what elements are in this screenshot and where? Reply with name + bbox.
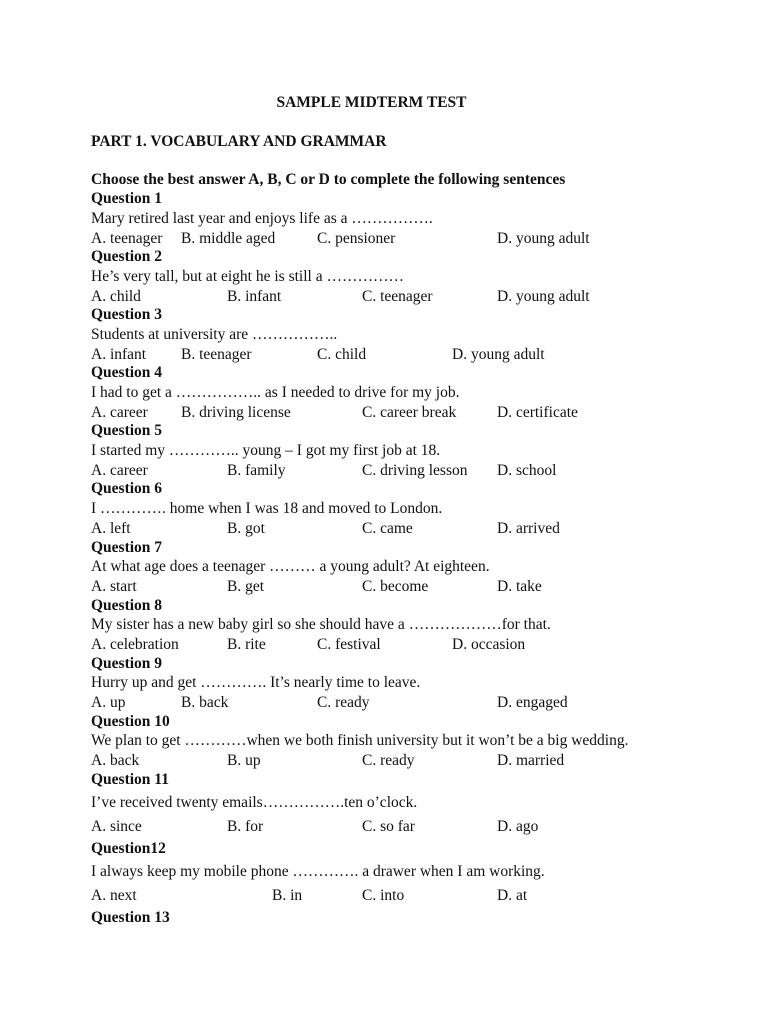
option-a: A. since xyxy=(91,818,142,835)
option-a: A. teenager xyxy=(91,230,163,247)
option-d: D. married xyxy=(497,752,565,769)
option-d: D. arrived xyxy=(497,520,560,537)
question-label: Question 4 xyxy=(91,364,163,381)
question-text: I started my ………….. young – I got my first job at 18. xyxy=(91,442,441,459)
option-a: A. career xyxy=(91,404,148,421)
question-text: At what age does a teenager ……… a young adult? At eighteen. xyxy=(91,558,490,575)
question-label: Question 7 xyxy=(91,539,163,556)
option-a: A. child xyxy=(91,288,141,305)
question-label: Question 10 xyxy=(91,713,170,730)
option-c: C. pensioner xyxy=(317,230,396,247)
option-a: A. left xyxy=(91,520,131,537)
option-d: D. young adult xyxy=(497,230,590,247)
option-c: C. festival xyxy=(317,636,381,653)
option-a: A. celebration xyxy=(91,636,179,653)
option-c: C. into xyxy=(362,887,405,904)
option-b: B. driving license xyxy=(181,404,291,421)
option-d: D. engaged xyxy=(497,694,568,711)
option-b: B. middle aged xyxy=(181,230,276,247)
option-d: D. certificate xyxy=(497,404,578,421)
option-c: C. driving lesson xyxy=(362,462,468,479)
option-a: A. up xyxy=(91,694,126,711)
option-b: B. get xyxy=(227,578,265,595)
option-a: A. next xyxy=(91,887,137,904)
question-label: Question 13 xyxy=(91,909,170,926)
question-label: Question 1 xyxy=(91,190,163,207)
question-text: My sister has a new baby girl so she should have a ………………for that. xyxy=(91,616,551,633)
option-c: C. so far xyxy=(362,818,415,835)
question-text: I …………. home when I was 18 and moved to London. xyxy=(91,500,443,517)
option-d: D. young adult xyxy=(497,288,590,305)
option-c: C. teenager xyxy=(362,288,433,305)
question-label: Question 6 xyxy=(91,480,163,497)
option-c: C. ready xyxy=(317,694,370,711)
question-text: I always keep my mobile phone …………. a drawer when I am working. xyxy=(91,863,545,880)
question-label: Question 11 xyxy=(91,771,169,788)
question-label: Question 3 xyxy=(91,306,163,323)
option-b: B. for xyxy=(227,818,264,835)
question-label: Question 9 xyxy=(91,655,163,672)
option-d: D. occasion xyxy=(452,636,526,653)
question-label: Question 5 xyxy=(91,422,163,439)
question-text: He’s very tall, but at eight he is still a …………… xyxy=(91,268,404,285)
option-d: D. at xyxy=(497,887,528,904)
option-b: B. rite xyxy=(227,636,266,653)
option-d: D. school xyxy=(497,462,557,479)
option-b: B. teenager xyxy=(181,346,252,363)
option-b: B. in xyxy=(272,887,303,904)
question-text: I’ve received twenty emails…………….ten o’clock. xyxy=(91,794,418,811)
question-text: We plan to get …………when we both finish university but it won’t be a big wedding. xyxy=(91,732,629,749)
option-b: B. family xyxy=(227,462,286,479)
question-text: Students at university are …………….. xyxy=(91,326,338,343)
option-c: C. career break xyxy=(362,404,457,421)
document-title: SAMPLE MIDTERM TEST xyxy=(276,94,467,111)
part-heading: PART 1. VOCABULARY AND GRAMMAR xyxy=(91,133,387,150)
option-b: B. up xyxy=(227,752,261,769)
option-b: B. back xyxy=(181,694,229,711)
question-text: Hurry up and get …………. It’s nearly time to leave. xyxy=(91,674,421,691)
question-label: Question 2 xyxy=(91,248,163,265)
option-d: D. take xyxy=(497,578,542,595)
question-label: Question12 xyxy=(91,840,166,857)
option-a: A. infant xyxy=(91,346,147,363)
option-c: C. become xyxy=(362,578,429,595)
option-b: B. infant xyxy=(227,288,282,305)
question-label: Question 8 xyxy=(91,597,163,614)
option-c: C. child xyxy=(317,346,367,363)
question-text: Mary retired last year and enjoys life as a ……………. xyxy=(91,210,433,227)
option-d: D. ago xyxy=(497,818,539,835)
instructions: Choose the best answer A, B, C or D to complete the following sentences xyxy=(91,171,566,188)
option-d: D. young adult xyxy=(452,346,545,363)
option-a: A. career xyxy=(91,462,148,479)
option-c: C. ready xyxy=(362,752,415,769)
option-a: A. back xyxy=(91,752,140,769)
option-b: B. got xyxy=(227,520,265,537)
question-text: I had to get a …………….. as I needed to drive for my job. xyxy=(91,384,460,401)
option-c: C. came xyxy=(362,520,413,537)
option-a: A. start xyxy=(91,578,137,595)
